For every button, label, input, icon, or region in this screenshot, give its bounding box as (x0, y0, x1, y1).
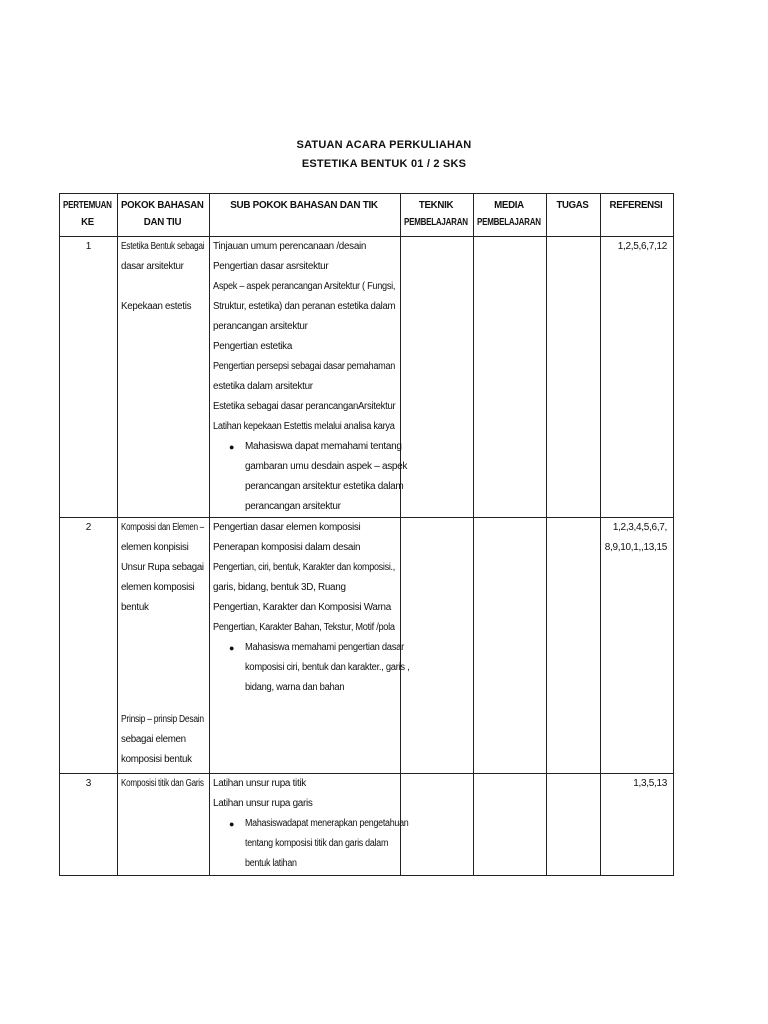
bullet-icon: ● (229, 442, 235, 452)
referensi-cell: 1,2,3,4,5,6,7, 8,9,10,1,,13,15 (601, 518, 674, 774)
col-header-sub-pokok: SUB POKOK BAHASAN DAN TIK (210, 194, 401, 237)
bullet-icon: ● (229, 643, 235, 653)
bullet-icon: ● (229, 819, 235, 829)
teknik-cell (401, 237, 474, 518)
table-row (60, 518, 674, 774)
table-row (60, 774, 674, 876)
sub-pokok-cell: Pengertian dasar elemen komposisi Penerapan komposisi dalam desain Pengertian, ciri, bentuk, Karakter dan komposisi., garis, bidang, bentuk 3D, Ruang Pengertian, Karakter dan Komposisi Warna Pengertian, Karakter Bahan, Tekstur, Motif /pola ● Mahasiswa memahami pengertian dasar komposisi ciri, bentuk dan karakter., garis , bidang, warna dan bahan (210, 518, 401, 774)
tik-bullet: ● Mahasiswa memahami pengertian dasar komposisi ciri, bentuk dan karakter., garis , bidang, warna dan bahan (213, 638, 397, 698)
media-cell (474, 237, 547, 518)
col-header-media: MEDIA PEMBELAJARAN (474, 194, 547, 237)
row-number: 2 (60, 518, 118, 774)
sub-pokok-cell: Latihan unsur rupa titik Latihan unsur rupa garis ● Mahasiswadapat menerapkan pengetahuan tentang komposisi titik dan garis dalam bentuk latihan (210, 774, 401, 876)
referensi-cell: 1,2,5,6,7,12 (601, 237, 674, 518)
tugas-cell (547, 518, 601, 774)
col-header-tugas: TUGAS (547, 194, 601, 237)
row-number: 1 (60, 237, 118, 518)
pokok-cell: Komposisi titik dan Garis (118, 774, 210, 876)
sap-table (59, 193, 674, 876)
referensi-cell: 1,3,5,13 (601, 774, 674, 876)
pokok-cell: Komposisi dan Elemen – elemen konpisisi Unsur Rupa sebagai elemen komposisi bentuk Prinsip – prinsip Desain sebagai elemen komposisi bentuk (118, 518, 210, 774)
document-title: SATUAN ACARA PERKULIAHAN (296, 139, 472, 151)
tik-bullet: ● Mahasiswa dapat memahami tentang gambaran umu desdain aspek – aspek perancangan arsitektur estetika dalam perancangan arsitektur (213, 437, 397, 517)
col-header-pokok-bahasan: POKOK BAHASAN DAN TIU (118, 194, 210, 237)
tugas-cell (547, 237, 601, 518)
table-header-row (60, 194, 674, 237)
media-cell (474, 518, 547, 774)
col-header-teknik: TEKNIK PEMBELAJARAN (401, 194, 474, 237)
pokok-cell: Estetika Bentuk sebagai dasar arsitektur Kepekaan estetis (118, 237, 210, 518)
col-header-pertemuan: PERTEMUAN KE (60, 194, 118, 237)
row-number: 3 (60, 774, 118, 876)
document-subtitle: ESTETIKA BENTUK 01 / 2 SKS (301, 158, 467, 170)
col-header-referensi: REFERENSI (601, 194, 674, 237)
tugas-cell (547, 774, 601, 876)
sub-pokok-cell: Tinjauan umum perencanaan /desain Pengertian dasar asrsitektur Aspek – aspek perancangan Arsitektur ( Fungsi, Struktur, estetika) dan peranan estetika dalam perancangan arsitektur Pengertian estetika Pengertian persepsi sebagai dasar pemahaman estetika dalam arsitektur Estetika sebagai dasar perancanganArsitektur Latihan kepekaan Estettis melalui analisa karya ● Mahasiswa dapat memahami tentang gambaran umu desdain aspek – aspek perancangan arsitektur estetika dalam perancangan arsitektur (210, 237, 401, 518)
table-row (60, 237, 674, 518)
media-cell (474, 774, 547, 876)
tik-bullet: ● Mahasiswadapat menerapkan pengetahuan tentang komposisi titik dan garis dalam bentuk latihan (213, 814, 397, 874)
